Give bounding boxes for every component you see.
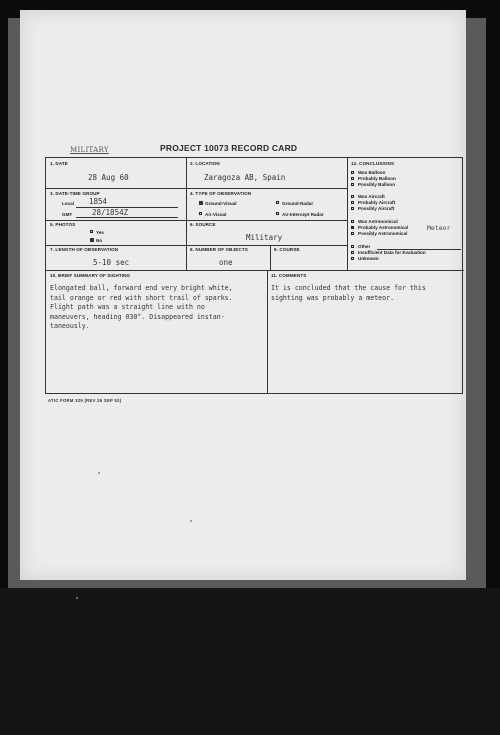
date-value: 28 Aug 60 [88, 173, 129, 182]
conclusion-was-balloon: Was Balloon [358, 170, 386, 175]
conclusion-was-aircraft: Was Aircraft [358, 194, 385, 199]
type-air-intercept-radar-text: Air-Intercept Radar [282, 212, 324, 217]
conclusion-was-aircraft-checkbox[interactable] [351, 195, 354, 198]
conclusion-possibly-astronomical-checkbox[interactable] [351, 232, 354, 235]
record-form [45, 157, 463, 394]
comments-label: 11. COMMENTS [271, 273, 307, 278]
dtg-local-value: 1854 [89, 197, 108, 206]
photos-yes-checkbox[interactable] [90, 230, 93, 233]
conclusion-insufficient-data-checkbox[interactable] [351, 251, 354, 254]
conclusion-unknown: Unknown [358, 256, 379, 261]
location-value: Zaragoza AB, Spain [204, 173, 286, 182]
dtg-gmt-label: GMT [62, 212, 73, 217]
scan-speck [190, 520, 192, 522]
conclusion-was-balloon-checkbox[interactable] [351, 171, 354, 174]
conclusion-probably-balloon-checkbox[interactable] [351, 177, 354, 180]
card-title: PROJECT 10073 RECORD CARD [160, 143, 298, 153]
conclusion-probably-astronomical: Probably Astronomical [358, 225, 409, 230]
dtg-local-label: Local [62, 201, 74, 206]
form-id-footer: ATIC FORM 329 (REV 26 SEP 52) [48, 398, 122, 403]
course-label: 9. COURSE [274, 247, 300, 252]
conclusions-label: 12. CONCLUSIONS [351, 161, 395, 166]
photos-no-checkbox[interactable] [90, 238, 93, 241]
summary-label: 10. BRIEF SUMMARY OF SIGHTING [50, 273, 131, 278]
scan-background [0, 588, 500, 735]
location-label: 2. LOCATION [190, 161, 220, 166]
date-label: 1. DATE [50, 161, 68, 166]
conclusion-handwritten-note: Meteor [427, 224, 451, 232]
type-air-visual-checkbox[interactable] [199, 212, 202, 215]
scan-speck [76, 597, 78, 599]
conclusion-insufficient-data: Insufficient Data for Evaluation [358, 250, 426, 255]
conclusion-was-astronomical: Was Astronomical [358, 219, 398, 224]
conclusion-probably-aircraft: Probably Aircraft [358, 200, 396, 205]
type-ground-radar-checkbox[interactable] [276, 201, 279, 204]
conclusion-probably-astronomical-checkbox[interactable] [351, 226, 354, 229]
source-value: Military [246, 233, 283, 242]
type-ground-radar-text: Ground-Radar [282, 201, 314, 206]
classification-marking: MILITARY [70, 146, 109, 154]
type-air-intercept-radar-checkbox[interactable] [276, 212, 279, 215]
conclusion-unknown-checkbox[interactable] [351, 257, 354, 260]
source-label: 6. SOURCE [190, 222, 216, 227]
conclusion-possibly-aircraft: Possibly Aircraft [358, 206, 395, 211]
dtg-label: 3. DATE-TIME GROUP [50, 191, 100, 196]
conclusion-other-checkbox[interactable] [351, 245, 354, 248]
conclusion-possibly-aircraft-checkbox[interactable] [351, 207, 354, 210]
objects-value: one [219, 258, 233, 267]
summary-text: Elongated ball, forward end very bright white, tail orange or red with short trail of sparks. Flight path was a straight line with no maneuvers, heading 030°. Disappeared instan- taneously. [50, 284, 233, 331]
conclusions-list [351, 170, 463, 268]
conclusion-was-astronomical-checkbox[interactable] [351, 220, 354, 223]
type-label: 4. TYPE OF OBSERVATION [190, 191, 252, 196]
conclusion-possibly-astronomical: Possibly Astronomical [358, 231, 408, 236]
conclusion-possibly-balloon-checkbox[interactable] [351, 183, 354, 186]
dtg-gmt-value: 28/1854Z [92, 208, 129, 217]
photos-no-text: No [96, 238, 103, 243]
type-ground-visual-checkbox[interactable] [199, 201, 202, 204]
type-ground-visual-text: Ground-Visual [205, 201, 237, 206]
conclusion-other: Other [358, 244, 371, 249]
conclusion-probably-balloon: Probably Balloon [358, 176, 396, 181]
photos-label: 5. PHOTOS [50, 222, 76, 227]
scan-speck [98, 472, 100, 474]
photos-yes-text: Yes [96, 230, 104, 235]
type-air-visual-text: Air-Visual [205, 212, 227, 217]
comments-text: It is concluded that the cause for this sighting was probably a meteor. [271, 284, 426, 302]
length-label: 7. LENGTH OF OBSERVATION [50, 247, 119, 252]
conclusion-possibly-balloon: Possibly Balloon [358, 182, 396, 187]
conclusion-probably-aircraft-checkbox[interactable] [351, 201, 354, 204]
length-value: 5-10 sec [93, 258, 130, 267]
objects-label: 8. NUMBER OF OBJECTS [190, 247, 248, 252]
